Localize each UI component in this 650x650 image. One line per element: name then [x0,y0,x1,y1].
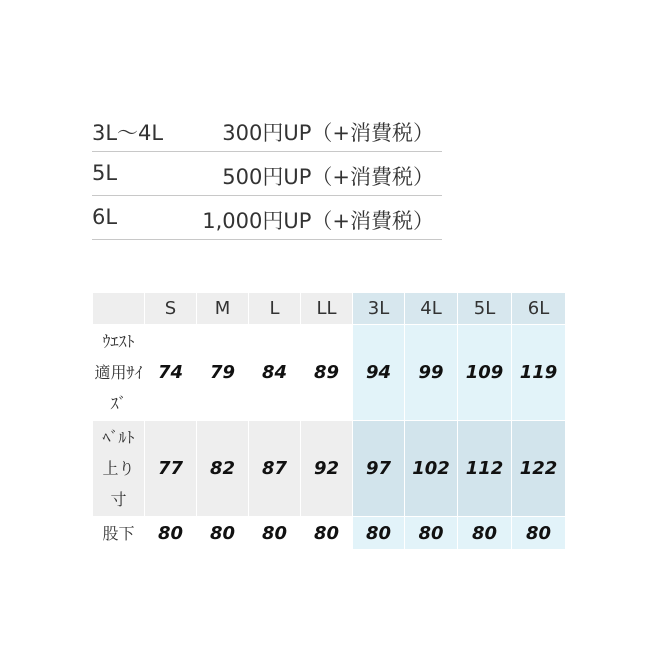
table-cell: 77 [145,421,197,517]
table-cell: 80 [249,517,301,550]
price-row [92,196,442,240]
table-cell: 80 [145,517,197,550]
table-cell: 80 [512,517,566,550]
row-label: ｳｴｽﾄ 適用ｻｲｽﾞ [93,325,145,421]
table-row-waist [93,325,566,421]
table-cell: 122 [512,421,566,517]
table-cell: 84 [249,325,301,421]
price-list [92,108,442,240]
price-row [92,108,442,152]
price-row [92,152,442,196]
table-cell: 112 [458,421,512,517]
size-table [92,292,566,550]
table-row-belt [93,421,566,517]
table-cell: 92 [301,421,353,517]
header-cell-m: M [197,293,249,325]
table-cell: 89 [301,325,353,421]
table-header-row [93,293,566,325]
header-cell-l: L [249,293,301,325]
table-cell: 79 [197,325,249,421]
header-cell-6l: 6L [512,293,566,325]
table-cell: 80 [405,517,458,550]
table-cell: 102 [405,421,458,517]
table-cell: 109 [458,325,512,421]
header-cell-5l: 5L [458,293,512,325]
table-cell: 74 [145,325,197,421]
table-cell: 80 [301,517,353,550]
row-label: 股下 [93,517,145,550]
price-amount: 500円UP（+消費税） [222,165,434,189]
header-corner [93,293,145,325]
table-cell: 94 [353,325,405,421]
header-cell-s: S [145,293,197,325]
table-cell: 80 [197,517,249,550]
price-size: 6L [92,205,118,229]
table-cell: 99 [405,325,458,421]
price-amount: 1,000円UP（+消費税） [202,209,434,233]
table-cell: 87 [249,421,301,517]
header-cell-ll: LL [301,293,353,325]
price-size: 3L～4L [92,121,164,145]
header-cell-4l: 4L [405,293,458,325]
table-row-inseam [93,517,566,550]
row-label: ﾍﾞﾙﾄ 上り 寸 [93,421,145,517]
table-cell: 97 [353,421,405,517]
header-cell-3l: 3L [353,293,405,325]
table-cell: 80 [458,517,512,550]
price-amount: 300円UP（+消費税） [222,121,434,145]
table-cell: 80 [353,517,405,550]
price-size: 5L [92,161,118,185]
table-cell: 82 [197,421,249,517]
table-cell: 119 [512,325,566,421]
